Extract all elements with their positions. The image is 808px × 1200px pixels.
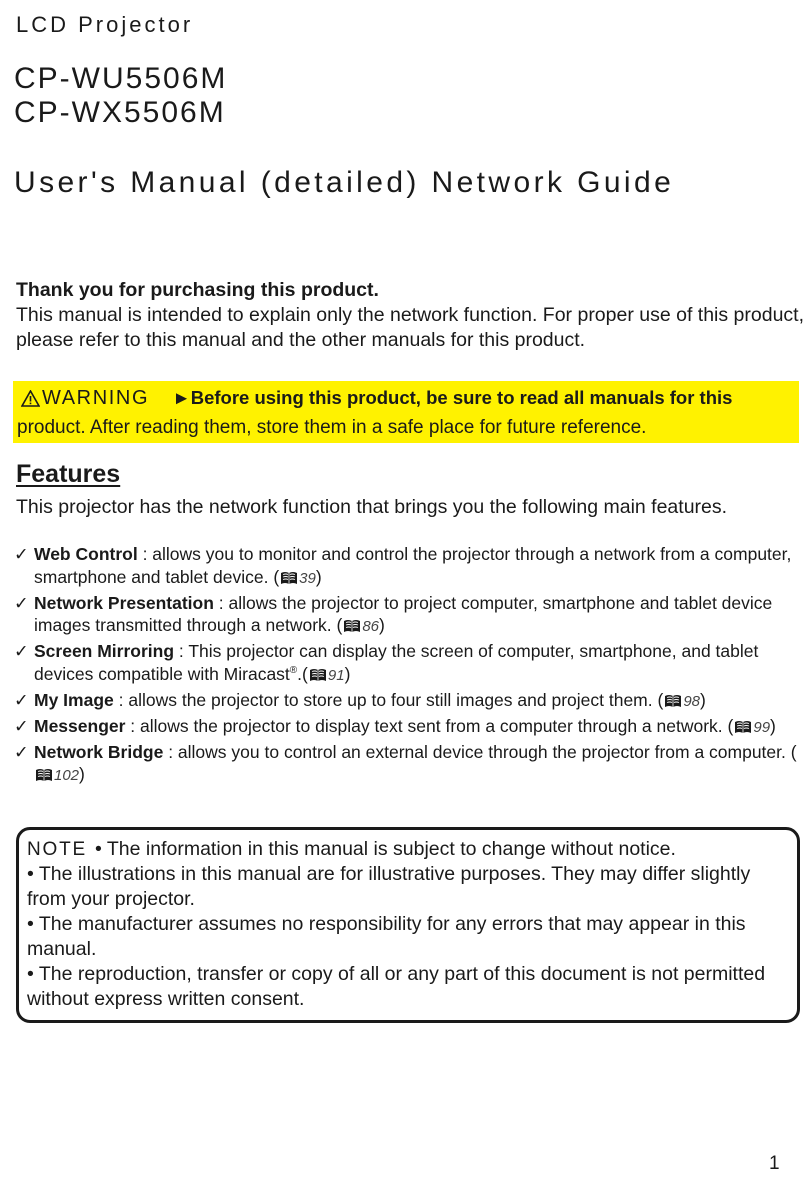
- book-icon: [309, 665, 327, 688]
- page-number-ref: 102: [54, 767, 80, 784]
- feature-desc: : allows the projector to store up to four still images and project them. (: [113, 689, 664, 710]
- book-icon: [664, 691, 682, 714]
- intro-thanks: Thank you for purchasing this product.: [16, 279, 379, 301]
- note-box: [16, 827, 800, 1023]
- feature-item-screen-mirroring: [14, 640, 804, 687]
- feature-desc-2: .(: [297, 663, 308, 684]
- feature-close: ): [700, 689, 706, 710]
- check-icon: ✓: [14, 544, 29, 564]
- book-icon: [343, 616, 361, 639]
- page-reference[interactable]: [733, 716, 770, 736]
- feature-list: [14, 543, 804, 789]
- feature-desc: : allows the projector to display text sent from a computer through a network. (: [125, 715, 734, 736]
- book-icon: [35, 765, 53, 788]
- check-icon: ✓: [14, 641, 29, 661]
- feature-name: My Image: [34, 689, 114, 710]
- features-heading: Features: [16, 460, 121, 488]
- page-number-ref: 99: [753, 718, 771, 736]
- page-number-ref: 39: [299, 569, 316, 587]
- warning-rest-text: product. After reading them, store them in a safe place for future reference.: [17, 417, 647, 438]
- check-icon: ✓: [14, 592, 29, 613]
- feature-desc: : This projector can display the screen of computer, smartphone, and tablet devices compatible with Miracast: [34, 641, 759, 684]
- check-icon: ✓: [14, 741, 29, 762]
- check-icon: ✓: [14, 715, 29, 736]
- feature-name: Messenger: [34, 715, 126, 736]
- feature-item-network-bridge: [14, 741, 804, 788]
- feature-close: ): [79, 764, 85, 784]
- check-icon: ✓: [14, 689, 29, 710]
- intro-section: [16, 278, 806, 353]
- page-reference[interactable]: [308, 664, 345, 684]
- intro-body: This manual is intended to explain only the network function. For proper use of this product, please refer to this manual and the other manuals for this product.: [16, 304, 805, 351]
- features-intro: This projector has the network function that brings you the following main features.: [16, 496, 728, 518]
- feature-desc: : allows you to monitor and control the projector through a network from a computer, smartphone and tablet device. (: [34, 544, 792, 587]
- note-item-3: • The manufacturer assumes no responsibility for any errors that may appear in this manual.: [27, 913, 746, 960]
- feature-close: ): [315, 566, 322, 587]
- document-title: User's Manual (detailed) Network Guide: [14, 166, 675, 199]
- feature-item-my-image: [14, 689, 804, 714]
- feature-name: Web Control: [34, 544, 138, 564]
- warning-arrow: ►: [172, 387, 191, 408]
- model-number-2: CP-WX5506M: [14, 96, 226, 129]
- book-icon: [280, 568, 298, 591]
- note-item-1: • The information in this manual is subject to change without notice.: [94, 838, 676, 860]
- page-reference[interactable]: [663, 690, 700, 710]
- note-item-2: • The illustrations in this manual are for illustrative purposes. They may differ slightly from your projector.: [27, 863, 751, 910]
- feature-close: ): [379, 615, 385, 635]
- feature-close: ): [770, 715, 776, 736]
- feature-desc: : allows you to control an external device through the projector from a computer. (: [163, 741, 797, 762]
- note-label: NOTE: [27, 839, 87, 860]
- feature-name: Network Bridge: [34, 741, 164, 762]
- feature-name: Screen Mirroring: [34, 641, 175, 661]
- page-number-ref: 86: [362, 618, 380, 635]
- page-reference[interactable]: [279, 567, 316, 587]
- feature-item-network-presentation: [14, 592, 804, 639]
- page-reference[interactable]: [34, 764, 79, 784]
- warning-bold-text: Before using this product, be sure to read all manuals for this: [190, 387, 733, 408]
- feature-item-messenger: [14, 715, 804, 740]
- book-icon: [734, 717, 752, 740]
- warning-box: [13, 381, 799, 443]
- warning-label: WARNING: [42, 387, 150, 409]
- page-number-ref: 91: [327, 666, 345, 684]
- feature-item-web-control: [14, 543, 804, 590]
- page-number-ref: 98: [683, 692, 700, 710]
- registered-mark: ®: [289, 664, 298, 676]
- product-type: LCD Projector: [16, 12, 194, 37]
- page-reference[interactable]: [342, 615, 379, 635]
- feature-name: Network Presentation: [34, 592, 214, 613]
- page-number: 1: [769, 1153, 780, 1174]
- model-number-1: CP-WU5506M: [14, 62, 228, 95]
- note-item-4: • The reproduction, transfer or copy of all or any part of this document is not permitted without express written consent.: [27, 963, 766, 1010]
- warning-triangle-icon: [21, 389, 40, 415]
- feature-close: ): [344, 663, 351, 684]
- feature-desc: : allows the projector to project computer, smartphone and tablet device images transmitted through a network. (: [34, 592, 773, 635]
